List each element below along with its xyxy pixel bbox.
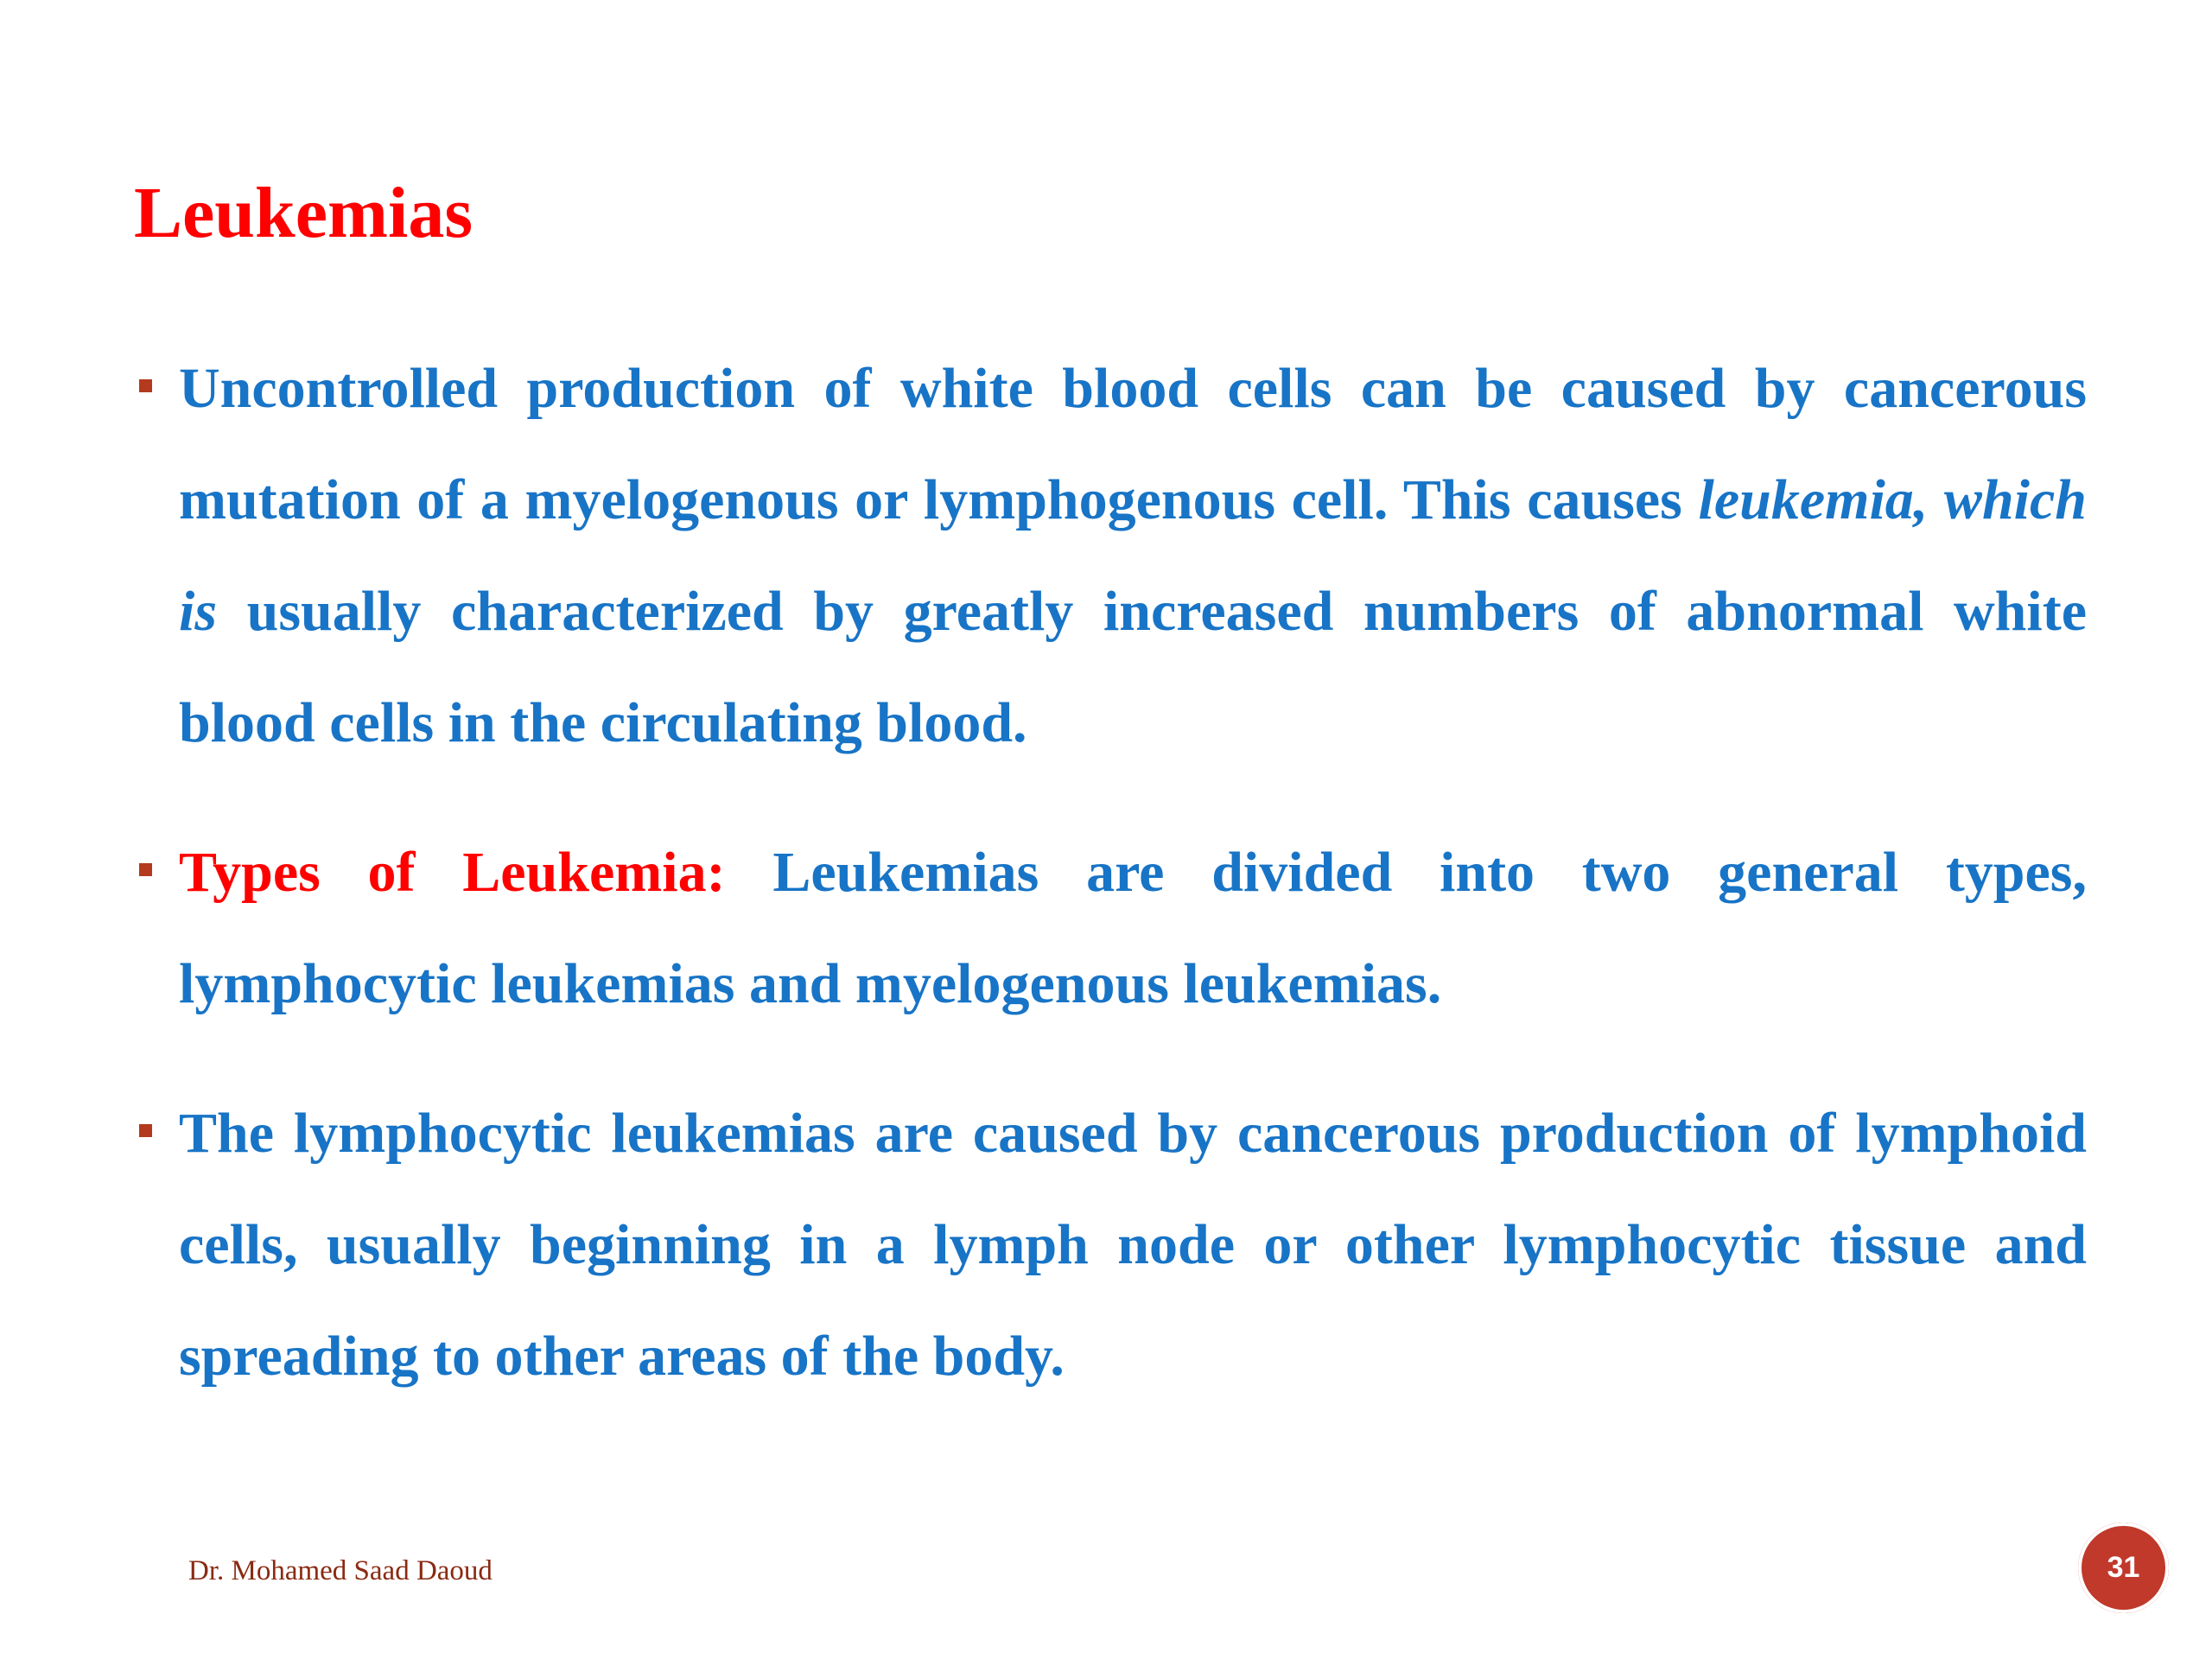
bullet-label: Types of Leukemia: <box>179 841 726 904</box>
square-bullet-icon <box>139 1124 152 1137</box>
square-bullet-icon <box>139 379 152 392</box>
bullet-text: usually characterized by greatly increased numbers of abnormal white blood cells in the circulating blood. <box>179 580 2087 754</box>
square-bullet-icon <box>139 863 152 876</box>
page-number: 31 <box>2107 1551 2140 1584</box>
page-number-badge <box>2078 1522 2169 1613</box>
bullet-item <box>134 333 2087 779</box>
slide-title: Leukemias <box>134 173 474 253</box>
footer-author: Dr. Mohamed Saad Daoud <box>188 1555 493 1586</box>
bullet-text: Leukemias are divided into two general types, lymphocytic leukemias and myelogenous leukemias. <box>179 841 2087 1015</box>
bullet-italic-text: leukemia, which is <box>179 468 2087 643</box>
bullet-text: Uncontrolled production of white blood cells can be caused by cancerous mutation of a myelogenous or lymphogenous cell. This causes <box>179 357 2087 531</box>
bullet-item <box>134 1077 2087 1412</box>
bullet-list <box>134 333 2087 1412</box>
bullet-text: The lymphocytic leukemias are caused by cancerous production of lymphoid cells, usually beginning in a lymph node or other lymphocytic tissue and spreading to other areas of the body. <box>179 1102 2087 1388</box>
bullet-item <box>134 817 2087 1039</box>
